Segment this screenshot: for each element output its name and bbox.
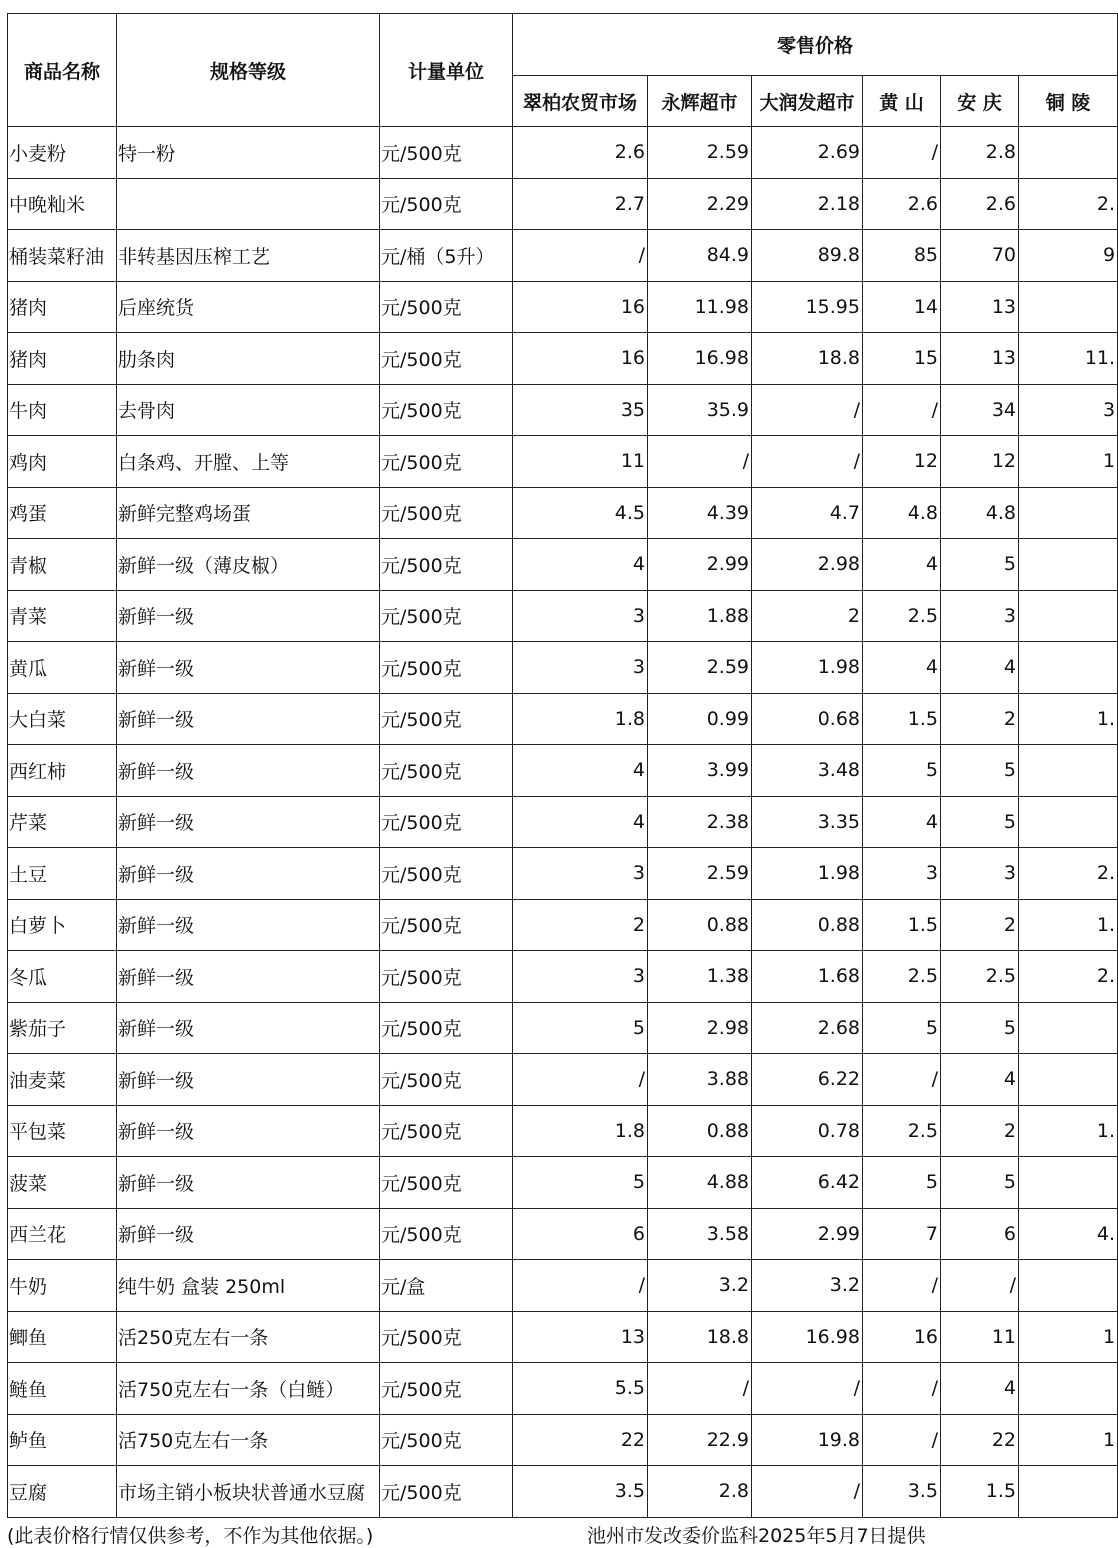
price-cell: /	[752, 1466, 863, 1518]
spec-cell: 新鲜一级	[117, 745, 380, 797]
price-cell: 9	[1019, 230, 1118, 282]
price-cell: 0.88	[648, 899, 752, 951]
price-cell: 18.8	[648, 1311, 752, 1363]
unit-cell: 元/500克	[380, 127, 513, 179]
spec-cell: 新鲜一级	[117, 590, 380, 642]
price-cell: 2.98	[752, 539, 863, 591]
price-cell	[1019, 539, 1118, 591]
price-cell: 4	[513, 796, 648, 848]
unit-cell: 元/500克	[380, 1414, 513, 1466]
price-cell: 1.	[1019, 899, 1118, 951]
price-cell: 1	[1019, 436, 1118, 488]
unit-cell: 元/500克	[380, 1105, 513, 1157]
table-row	[8, 1311, 1118, 1363]
spec-cell: 新鲜一级	[117, 796, 380, 848]
product-name-cell: 芹菜	[8, 796, 117, 848]
table-row	[8, 436, 1118, 488]
price-cell: /	[863, 1260, 941, 1312]
product-name-cell: 中晚籼米	[8, 178, 117, 230]
price-cell: 19.8	[752, 1414, 863, 1466]
price-cell: 1.	[1019, 1105, 1118, 1157]
product-name-cell: 鸡蛋	[8, 487, 117, 539]
price-cell: 3	[863, 848, 941, 900]
spec-cell: 新鲜一级	[117, 1105, 380, 1157]
price-cell: 5	[941, 1157, 1019, 1209]
table-row	[8, 230, 1118, 282]
spec-cell: 白条鸡、开膛、上等	[117, 436, 380, 488]
table-row	[8, 848, 1118, 900]
price-cell: 35	[513, 384, 648, 436]
table-row	[8, 951, 1118, 1003]
spec-cell: 新鲜一级	[117, 951, 380, 1003]
table-row	[8, 539, 1118, 591]
table-row	[8, 1414, 1118, 1466]
table-row	[8, 1157, 1118, 1209]
price-cell: 16	[863, 1311, 941, 1363]
price-cell: /	[863, 127, 941, 179]
price-cell: 16	[513, 281, 648, 333]
table-row	[8, 1260, 1118, 1312]
price-cell: 1.98	[752, 642, 863, 694]
price-cell: /	[752, 1363, 863, 1415]
footer-source: 池州市发改委价监科2025年5月7日提供	[587, 1525, 926, 1547]
price-cell: 2.69	[752, 127, 863, 179]
price-cell: 35.9	[648, 384, 752, 436]
price-cell: 1	[1019, 1414, 1118, 1466]
unit-cell: 元/500克	[380, 333, 513, 385]
price-cell: 2.29	[648, 178, 752, 230]
unit-cell: 元/500克	[380, 384, 513, 436]
product-name-cell: 黄瓜	[8, 642, 117, 694]
price-cell	[1019, 796, 1118, 848]
product-name-cell: 鲫鱼	[8, 1311, 117, 1363]
price-cell: 1.98	[752, 848, 863, 900]
unit-cell: 元/500克	[380, 1311, 513, 1363]
header-market: 黄 山	[863, 76, 941, 127]
table-row	[8, 178, 1118, 230]
price-cell: 1.8	[513, 693, 648, 745]
price-cell: 2.6	[513, 127, 648, 179]
price-cell: 5	[513, 1002, 648, 1054]
price-cell: /	[863, 384, 941, 436]
price-cell: /	[941, 1260, 1019, 1312]
footer-note: (此表价格行情仅供参考，不作为其他依据。)	[7, 1525, 374, 1547]
price-cell: 16.98	[752, 1311, 863, 1363]
footer	[7, 1524, 1088, 1547]
price-cell	[1019, 745, 1118, 797]
price-cell: 3	[941, 590, 1019, 642]
spec-cell: 后座统货	[117, 281, 380, 333]
product-name-cell: 菠菜	[8, 1157, 117, 1209]
price-cell: /	[752, 436, 863, 488]
price-cell: 34	[941, 384, 1019, 436]
price-cell: 2.6	[941, 178, 1019, 230]
unit-cell: 元/500克	[380, 693, 513, 745]
product-name-cell: 油麦菜	[8, 1054, 117, 1106]
price-cell: 70	[941, 230, 1019, 282]
price-cell: 11	[513, 436, 648, 488]
price-cell: 11.98	[648, 281, 752, 333]
price-cell: 12	[863, 436, 941, 488]
price-cell: 5	[941, 796, 1019, 848]
price-cell: 2.5	[863, 951, 941, 1003]
unit-cell: 元/500克	[380, 487, 513, 539]
price-cell: 4	[863, 796, 941, 848]
product-name-cell: 西兰花	[8, 1208, 117, 1260]
spec-cell: 新鲜一级	[117, 1157, 380, 1209]
table-row	[8, 642, 1118, 694]
spec-cell: 去骨肉	[117, 384, 380, 436]
price-cell: 3.48	[752, 745, 863, 797]
spec-cell: 新鲜一级	[117, 848, 380, 900]
spec-cell: 新鲜一级	[117, 899, 380, 951]
price-cell: 4.8	[863, 487, 941, 539]
price-cell: 2.5	[863, 590, 941, 642]
unit-cell: 元/500克	[380, 539, 513, 591]
price-table-container	[7, 13, 1116, 1518]
price-cell: 2.5	[941, 951, 1019, 1003]
price-cell: 16.98	[648, 333, 752, 385]
table-row	[8, 796, 1118, 848]
price-cell: 3.88	[648, 1054, 752, 1106]
price-cell: 1.8	[513, 1105, 648, 1157]
price-cell: 2	[941, 899, 1019, 951]
product-name-cell: 冬瓜	[8, 951, 117, 1003]
price-cell: 4	[863, 539, 941, 591]
spec-cell: 非转基因压榨工艺	[117, 230, 380, 282]
price-cell: 5.5	[513, 1363, 648, 1415]
price-cell: 2.	[1019, 848, 1118, 900]
price-cell	[1019, 487, 1118, 539]
unit-cell: 元/500克	[380, 1466, 513, 1518]
unit-cell: 元/500克	[380, 642, 513, 694]
spec-cell	[117, 178, 380, 230]
price-cell: 4	[513, 745, 648, 797]
table-row	[8, 1208, 1118, 1260]
price-cell: 4	[941, 1363, 1019, 1415]
unit-cell: 元/500克	[380, 281, 513, 333]
price-cell: 3	[513, 642, 648, 694]
unit-cell: 元/500克	[380, 1208, 513, 1260]
price-cell: 5	[863, 1002, 941, 1054]
price-cell: 2.8	[941, 127, 1019, 179]
price-cell: 3.58	[648, 1208, 752, 1260]
price-cell: 2.8	[648, 1466, 752, 1518]
table-row	[8, 1363, 1118, 1415]
price-cell	[1019, 642, 1118, 694]
spec-cell: 新鲜一级	[117, 1054, 380, 1106]
price-cell: 84.9	[648, 230, 752, 282]
price-cell: 16	[513, 333, 648, 385]
unit-cell: 元/500克	[380, 178, 513, 230]
unit-cell: 元/500克	[380, 848, 513, 900]
price-cell: 1.5	[863, 693, 941, 745]
product-name-cell: 牛肉	[8, 384, 117, 436]
header-name: 商品名称	[8, 14, 117, 127]
product-name-cell: 牛奶	[8, 1260, 117, 1312]
price-cell: 4.5	[513, 487, 648, 539]
price-cell: 2.38	[648, 796, 752, 848]
price-cell: 2.5	[863, 1105, 941, 1157]
spec-cell: 纯牛奶 盒装 250ml	[117, 1260, 380, 1312]
price-cell: 11	[941, 1311, 1019, 1363]
header-row-1	[8, 14, 1118, 76]
unit-cell: 元/500克	[380, 951, 513, 1003]
table-row	[8, 1002, 1118, 1054]
price-cell: /	[863, 1414, 941, 1466]
price-cell: 3	[513, 590, 648, 642]
price-cell: 13	[513, 1311, 648, 1363]
unit-cell: 元/500克	[380, 436, 513, 488]
unit-cell: 元/500克	[380, 1363, 513, 1415]
price-cell: 22	[513, 1414, 648, 1466]
price-cell: 14	[863, 281, 941, 333]
price-cell: 5	[863, 745, 941, 797]
header-spec: 规格等级	[117, 14, 380, 127]
product-name-cell: 大白菜	[8, 693, 117, 745]
unit-cell: 元/500克	[380, 1157, 513, 1209]
price-cell: 2.7	[513, 178, 648, 230]
price-cell: 3.5	[513, 1466, 648, 1518]
price-cell: 2.59	[648, 848, 752, 900]
price-cell: /	[513, 1054, 648, 1106]
price-cell: /	[513, 1260, 648, 1312]
price-cell: /	[648, 436, 752, 488]
product-name-cell: 紫茄子	[8, 1002, 117, 1054]
price-table	[7, 13, 1118, 1518]
spec-cell: 活750克左右一条（白鲢）	[117, 1363, 380, 1415]
spec-cell: 新鲜一级	[117, 642, 380, 694]
table-row	[8, 1054, 1118, 1106]
spec-cell: 活250克左右一条	[117, 1311, 380, 1363]
price-cell: 4.7	[752, 487, 863, 539]
product-name-cell: 白萝卜	[8, 899, 117, 951]
price-cell: 2	[941, 693, 1019, 745]
price-cell: 1	[1019, 1311, 1118, 1363]
price-cell: 5	[863, 1157, 941, 1209]
price-cell: 0.78	[752, 1105, 863, 1157]
price-cell: 2.18	[752, 178, 863, 230]
price-cell: 0.99	[648, 693, 752, 745]
price-cell: 0.88	[752, 899, 863, 951]
price-cell: 5	[941, 539, 1019, 591]
price-cell: 22.9	[648, 1414, 752, 1466]
header-market: 永辉超市	[648, 76, 752, 127]
price-cell	[1019, 1466, 1118, 1518]
price-cell: 3.2	[752, 1260, 863, 1312]
product-name-cell: 桶装菜籽油	[8, 230, 117, 282]
price-cell: 3.5	[863, 1466, 941, 1518]
price-cell: 2.99	[752, 1208, 863, 1260]
price-cell: 1.88	[648, 590, 752, 642]
spec-cell: 市场主销小板块状普通水豆腐	[117, 1466, 380, 1518]
table-row	[8, 899, 1118, 951]
header-market: 大润发超市	[752, 76, 863, 127]
price-cell	[1019, 1002, 1118, 1054]
price-cell: 4	[863, 642, 941, 694]
price-cell: 2.98	[648, 1002, 752, 1054]
spec-cell: 特一粉	[117, 127, 380, 179]
price-cell: 13	[941, 281, 1019, 333]
product-name-cell: 小麦粉	[8, 127, 117, 179]
unit-cell: 元/500克	[380, 1054, 513, 1106]
header-retail-price: 零售价格	[513, 14, 1118, 76]
product-name-cell: 鸡肉	[8, 436, 117, 488]
price-cell	[1019, 1260, 1118, 1312]
price-cell	[1019, 127, 1118, 179]
price-cell	[1019, 1363, 1118, 1415]
price-cell	[1019, 1157, 1118, 1209]
price-cell	[1019, 281, 1118, 333]
product-name-cell: 豆腐	[8, 1466, 117, 1518]
price-cell: 4.	[1019, 1208, 1118, 1260]
price-cell: 2	[752, 590, 863, 642]
spec-cell: 新鲜一级	[117, 1208, 380, 1260]
product-name-cell: 西红柿	[8, 745, 117, 797]
table-row	[8, 693, 1118, 745]
header-unit: 计量单位	[380, 14, 513, 127]
spec-cell: 新鲜完整鸡场蛋	[117, 487, 380, 539]
price-cell: 2.68	[752, 1002, 863, 1054]
price-cell	[1019, 1054, 1118, 1106]
product-name-cell: 青椒	[8, 539, 117, 591]
price-cell	[1019, 590, 1118, 642]
table-row	[8, 590, 1118, 642]
spec-cell: 肋条肉	[117, 333, 380, 385]
product-name-cell: 猪肉	[8, 281, 117, 333]
price-cell: 18.8	[752, 333, 863, 385]
price-cell: 6.42	[752, 1157, 863, 1209]
price-cell: /	[863, 1054, 941, 1106]
product-name-cell: 土豆	[8, 848, 117, 900]
price-cell: 6	[513, 1208, 648, 1260]
price-cell: 6	[941, 1208, 1019, 1260]
table-row	[8, 127, 1118, 179]
price-cell: 3	[1019, 384, 1118, 436]
table-row	[8, 1105, 1118, 1157]
table-row	[8, 333, 1118, 385]
price-cell: 3.99	[648, 745, 752, 797]
price-cell: 3	[513, 951, 648, 1003]
unit-cell: 元/盒	[380, 1260, 513, 1312]
price-cell: 7	[863, 1208, 941, 1260]
price-cell: /	[863, 1363, 941, 1415]
header-market: 安 庆	[941, 76, 1019, 127]
price-cell: /	[513, 230, 648, 282]
unit-cell: 元/500克	[380, 796, 513, 848]
price-cell: 2.	[1019, 178, 1118, 230]
unit-cell: 元/500克	[380, 745, 513, 797]
header-market: 翠柏农贸市场	[513, 76, 648, 127]
table-row	[8, 281, 1118, 333]
price-cell: 2.6	[863, 178, 941, 230]
price-cell: /	[752, 384, 863, 436]
product-name-cell: 青菜	[8, 590, 117, 642]
price-cell: 4	[941, 642, 1019, 694]
price-cell: 3.2	[648, 1260, 752, 1312]
price-cell: 3	[941, 848, 1019, 900]
price-cell: 2	[941, 1105, 1019, 1157]
table-row	[8, 745, 1118, 797]
price-cell: 1.68	[752, 951, 863, 1003]
price-cell: 1.38	[648, 951, 752, 1003]
price-cell: 4	[513, 539, 648, 591]
price-cell: 5	[941, 1002, 1019, 1054]
product-name-cell: 平包菜	[8, 1105, 117, 1157]
unit-cell: 元/500克	[380, 1002, 513, 1054]
product-name-cell: 鲈鱼	[8, 1414, 117, 1466]
price-cell: 2	[513, 899, 648, 951]
price-cell: 4	[941, 1054, 1019, 1106]
price-cell: 13	[941, 333, 1019, 385]
price-cell: 4.88	[648, 1157, 752, 1209]
table-row	[8, 487, 1118, 539]
price-cell: 3	[513, 848, 648, 900]
price-cell: 5	[513, 1157, 648, 1209]
product-name-cell: 鲢鱼	[8, 1363, 117, 1415]
price-cell: 12	[941, 436, 1019, 488]
table-row	[8, 1466, 1118, 1518]
price-cell: 1.	[1019, 693, 1118, 745]
unit-cell: 元/500克	[380, 899, 513, 951]
price-cell: 2.99	[648, 539, 752, 591]
table-row	[8, 384, 1118, 436]
spec-cell: 新鲜一级	[117, 1002, 380, 1054]
price-cell: 6.22	[752, 1054, 863, 1106]
price-cell: 22	[941, 1414, 1019, 1466]
price-cell: 0.68	[752, 693, 863, 745]
price-cell: 3.35	[752, 796, 863, 848]
price-cell: 4.39	[648, 487, 752, 539]
spec-cell: 新鲜一级	[117, 693, 380, 745]
price-cell: 15.95	[752, 281, 863, 333]
unit-cell: 元/500克	[380, 590, 513, 642]
product-name-cell: 猪肉	[8, 333, 117, 385]
price-cell: 5	[941, 745, 1019, 797]
price-cell: 2.59	[648, 642, 752, 694]
price-cell: 1.5	[941, 1466, 1019, 1518]
price-cell: 85	[863, 230, 941, 282]
spec-cell: 新鲜一级（薄皮椒）	[117, 539, 380, 591]
price-cell: /	[648, 1363, 752, 1415]
price-cell: 11.	[1019, 333, 1118, 385]
spec-cell: 活750克左右一条	[117, 1414, 380, 1466]
header-market: 铜 陵	[1019, 76, 1118, 127]
price-cell: 1.5	[863, 899, 941, 951]
price-cell: 2.	[1019, 951, 1118, 1003]
price-cell: 0.88	[648, 1105, 752, 1157]
price-cell: 4.8	[941, 487, 1019, 539]
price-cell: 15	[863, 333, 941, 385]
price-cell: 89.8	[752, 230, 863, 282]
unit-cell: 元/桶（5升）	[380, 230, 513, 282]
price-cell: 2.59	[648, 127, 752, 179]
